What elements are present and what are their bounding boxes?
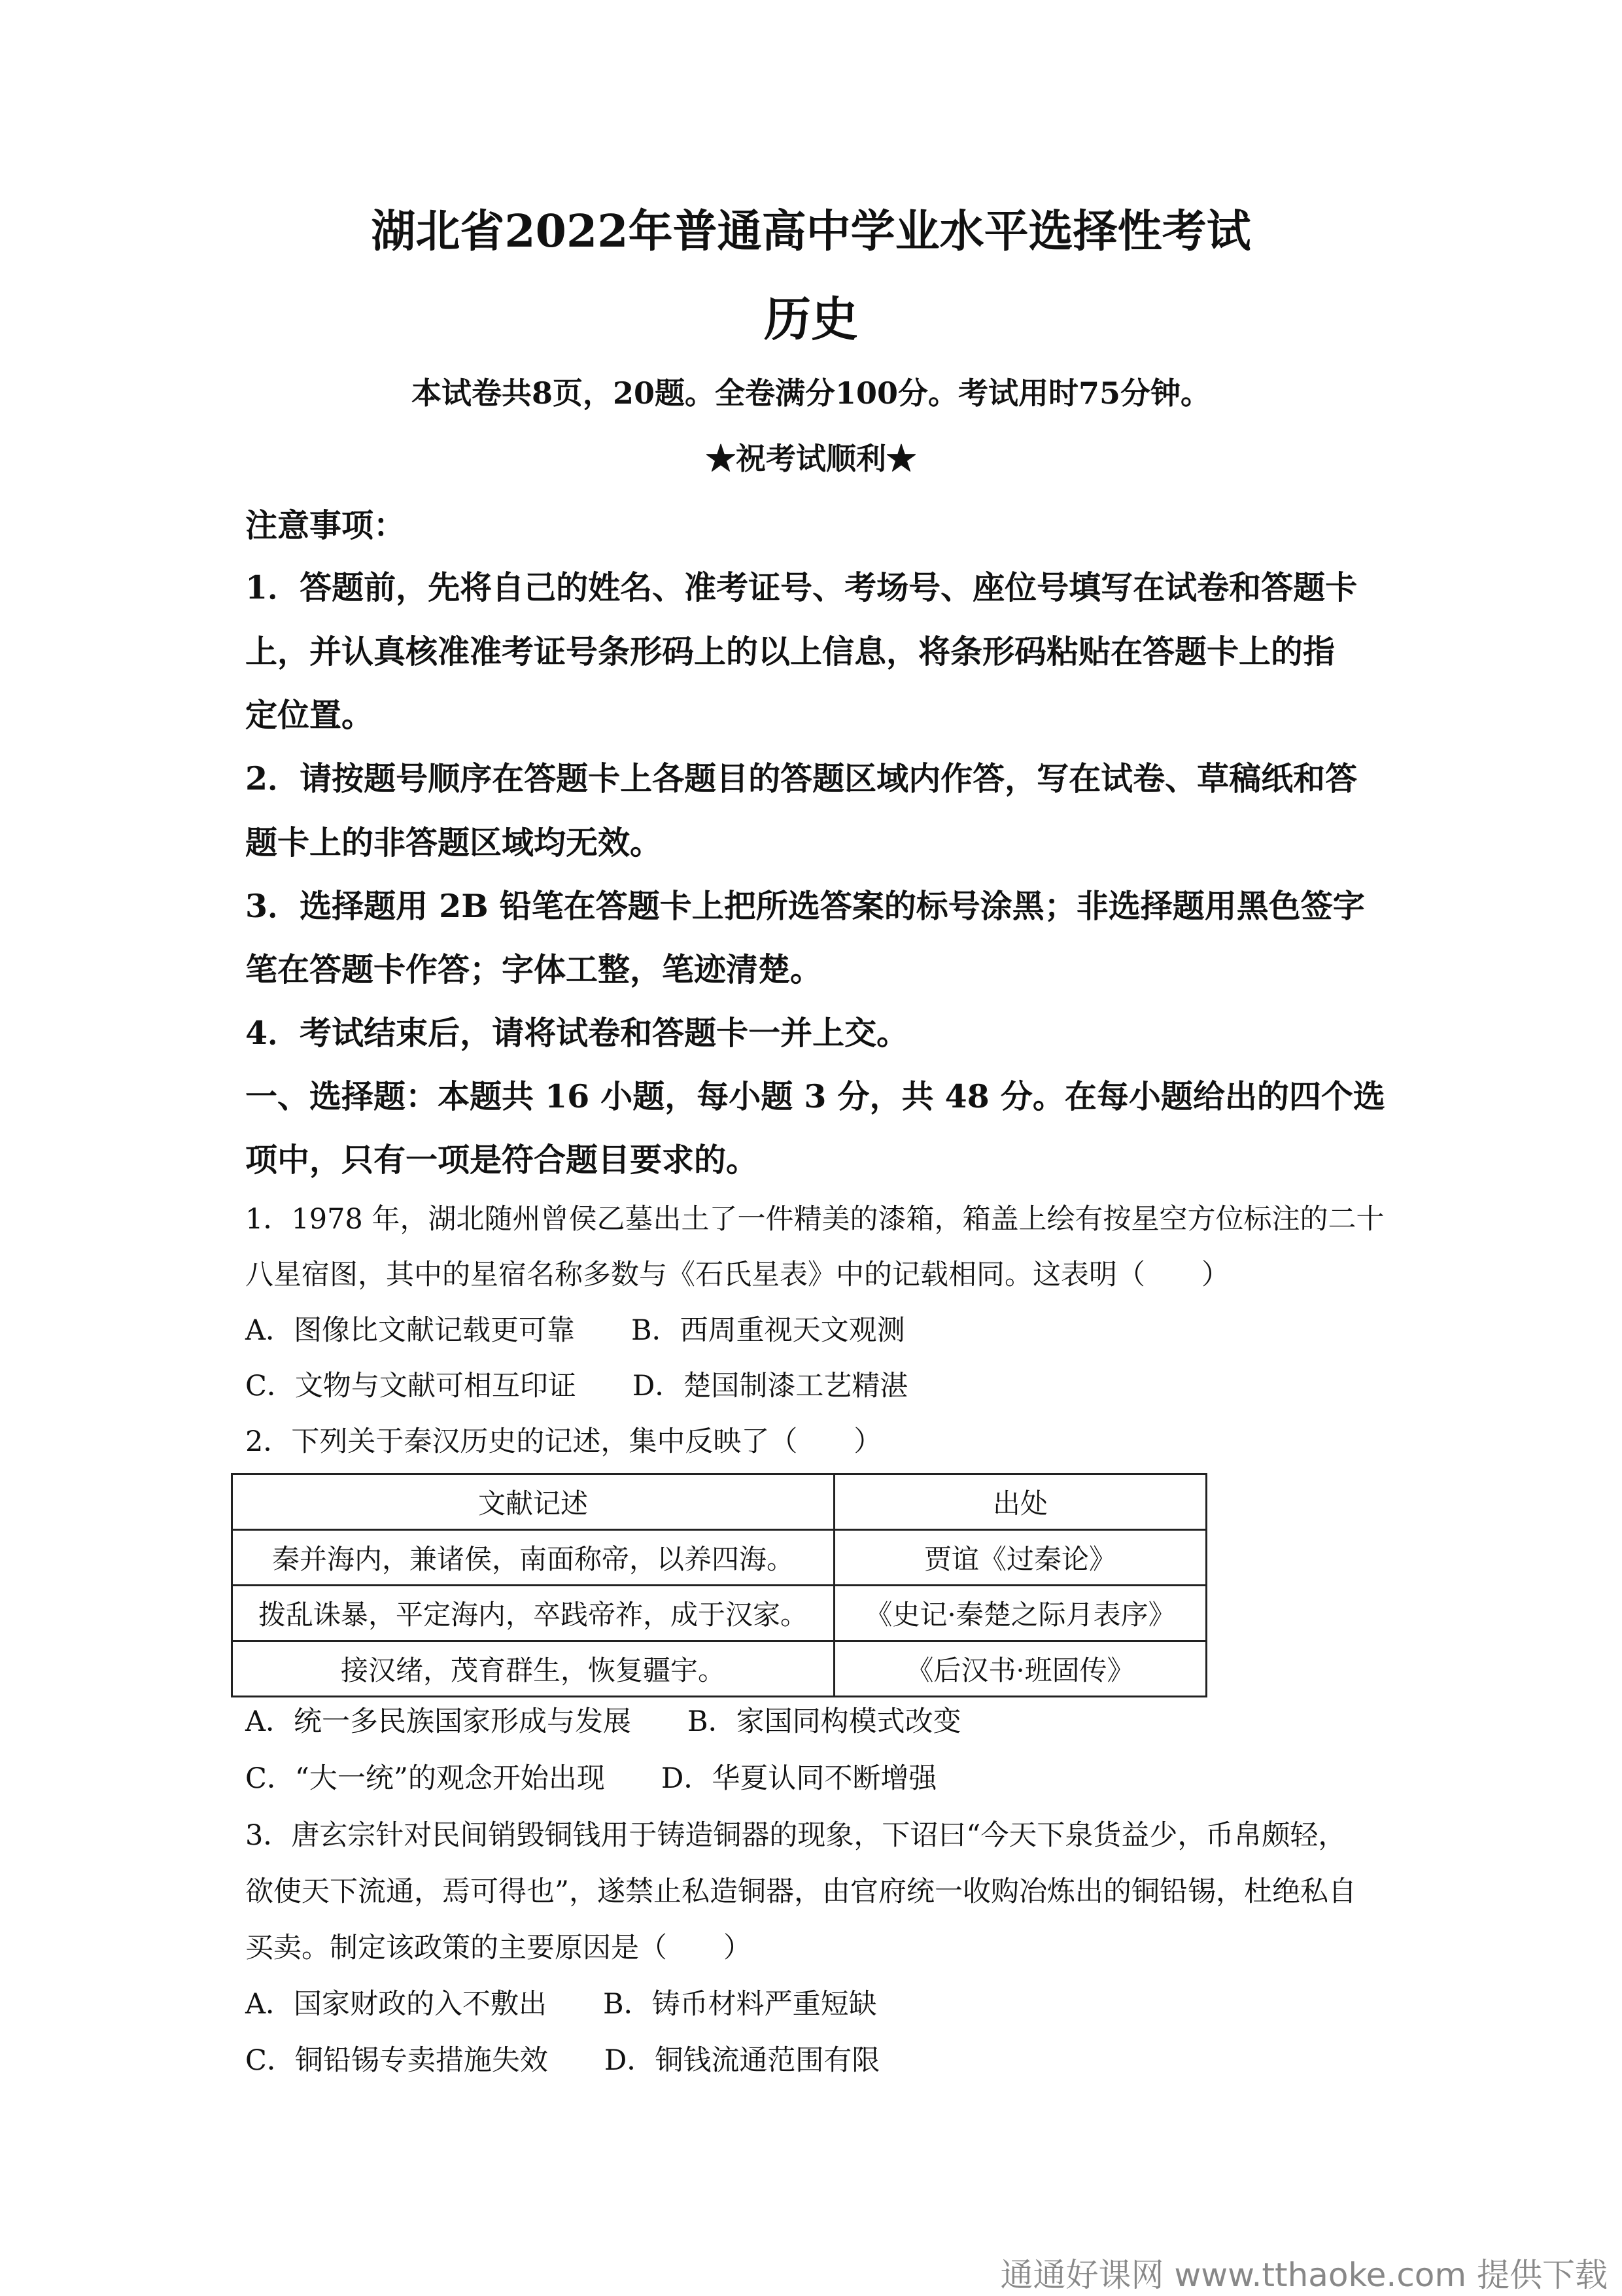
table-cell: 贾谊《过秦论》: [835, 1530, 1207, 1586]
exam-title: 湖北省2022年普通高中学业水平选择性考试: [371, 205, 1251, 258]
watermark: 通通好课网 www.tthaoke.com 提供下载: [1000, 2256, 1608, 2294]
question-3-stem: 3．唐玄宗针对民间销毁铜钱用于铸造铜器的现象，下诏曰“今天下泉货益少，币帛颇轻，: [245, 1819, 1347, 1852]
exam-subject: 历史: [763, 291, 858, 347]
note-line: 上，并认真核准准考证号条形码上的以上信息，将条形码粘贴在答题卡上的指: [245, 633, 1336, 670]
note-line: 1．答题前，先将自己的姓名、准考证号、考场号、座位号填写在试卷和答题卡: [245, 568, 1358, 606]
question-1-stem: 1．1978 年，湖北随州曾侯乙墓出土了一件精美的漆箱，箱盖上绘有按星空方位标注的二十: [245, 1203, 1385, 1236]
exam-wish: ★祝考试顺利★: [706, 441, 916, 476]
table-header-row: [232, 1474, 1207, 1530]
note-line: 题卡上的非答题区域均无效。: [245, 824, 663, 861]
question-3-options: C．铜铅锡专卖措施失效 D．铜钱流通范围有限: [245, 2044, 880, 2077]
table-cell: 接汉绪，茂育群生，恢复疆宇。: [232, 1641, 835, 1697]
section-heading: 一、选择题：本题共 16 小题，每小题 3 分，共 48 分。在每小题给出的四个选: [245, 1077, 1385, 1115]
question-3-stem: 买卖。制定该政策的主要原因是（ ）: [245, 1932, 751, 1964]
question-1-stem: 八星宿图，其中的星宿名称多数与《石氏星表》中的记载相同。这表明（ ）: [245, 1259, 1230, 1291]
source-table: [231, 1473, 1207, 1697]
question-2-options: C．“大一统”的观念开始出现 D．华夏认同不断增强: [245, 1762, 937, 1795]
table-cell: 拨乱诛暴，平定海内，卒践帝祚，成于汉家。: [232, 1586, 835, 1641]
note-line: 笔在答题卡作答；字体工整，笔迹清楚。: [245, 950, 823, 988]
note-line: 定位置。: [245, 696, 374, 734]
table-row: [232, 1586, 1207, 1641]
section-heading: 项中，只有一项是符合题目要求的。: [245, 1141, 759, 1179]
note-line: 2．请按题号顺序在答题卡上各题目的答题区域内作答，写在试卷、草稿纸和答: [245, 759, 1358, 797]
notes-heading: 注意事项：: [245, 506, 406, 544]
question-3-stem: 欲使天下流通，焉可得也”，遂禁止私造铜器，由官府统一收购冶炼出的铜铅锡，杜绝私自: [245, 1875, 1356, 1908]
note-line: 3．选择题用 2B 铅笔在答题卡上把所选答案的标号涂黑；非选择题用黑色签字: [245, 887, 1365, 925]
table-header: 出处: [835, 1474, 1207, 1530]
table-cell: 秦并海内，兼诸侯，南面称帝，以养四海。: [232, 1530, 835, 1586]
question-2-stem: 2．下列关于秦汉历史的记述，集中反映了（ ）: [245, 1425, 882, 1458]
question-3-options: A．国家财政的入不敷出 B．铸币材料严重短缺: [245, 1988, 877, 2021]
table-cell: 《史记·秦楚之际月表序》: [835, 1586, 1207, 1641]
table-row: [232, 1641, 1207, 1697]
question-1-options: C．文物与文献可相互印证 D．楚国制漆工艺精湛: [245, 1370, 908, 1402]
exam-info: 本试卷共8页，20题。全卷满分100分。考试用时75分钟。: [411, 375, 1211, 411]
question-2-options: A．统一多民族国家形成与发展 B．家国同构模式改变: [245, 1705, 961, 1738]
question-1-options: A．图像比文献记载更可靠 B．西周重视天文观测: [245, 1314, 905, 1347]
table-row: [232, 1530, 1207, 1586]
table-header: 文献记述: [232, 1474, 835, 1530]
table-cell: 《后汉书·班固传》: [835, 1641, 1207, 1697]
note-line: 4．考试结束后，请将试卷和答题卡一并上交。: [245, 1014, 909, 1052]
